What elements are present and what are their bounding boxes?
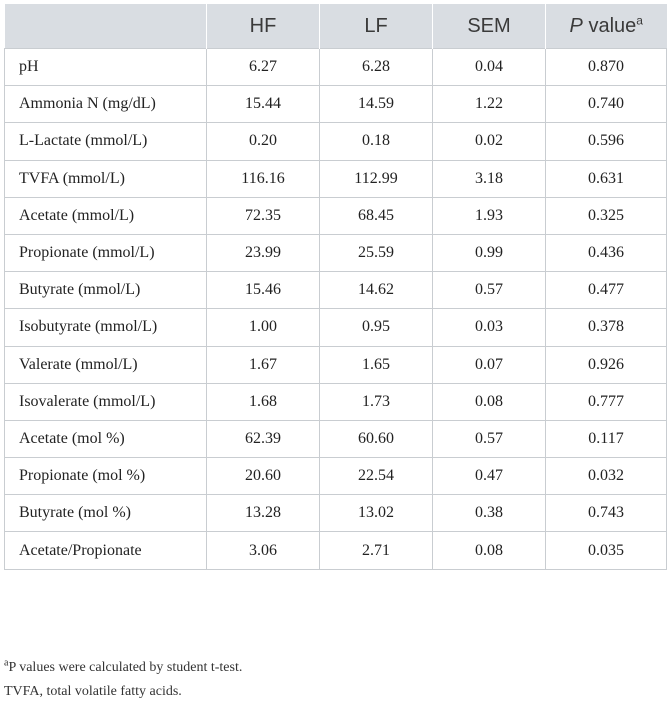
p-value-cell: 0.378 xyxy=(546,309,667,346)
table-row xyxy=(5,197,667,234)
footnote-a-marker: a xyxy=(4,657,9,669)
footnote-a-text: P values were calculated by student t-test. xyxy=(8,660,243,675)
row-label-cell: Ammonia N (mg/dL) xyxy=(5,86,207,123)
p-value-cell: 0.436 xyxy=(546,234,667,271)
p-value-cell: 0.035 xyxy=(546,532,667,569)
p-value-cell: 0.325 xyxy=(546,197,667,234)
lf-value-cell: 60.60 xyxy=(320,420,433,457)
results-table xyxy=(4,4,667,570)
lf-value-cell: 22.54 xyxy=(320,458,433,495)
table-row xyxy=(5,86,667,123)
header-hf: HF xyxy=(207,4,320,49)
header-p-footnote-marker: a xyxy=(636,12,643,27)
table-row xyxy=(5,160,667,197)
lf-value-cell: 112.99 xyxy=(320,160,433,197)
row-label-cell: Propionate (mol %) xyxy=(5,458,207,495)
table-row xyxy=(5,272,667,309)
sem-value-cell: 1.22 xyxy=(433,86,546,123)
header-p-rest: value xyxy=(582,14,637,37)
p-value-cell: 0.117 xyxy=(546,420,667,457)
sem-value-cell: 0.47 xyxy=(433,458,546,495)
hf-value-cell: 23.99 xyxy=(207,234,320,271)
p-value-cell: 0.631 xyxy=(546,160,667,197)
lf-value-cell: 14.59 xyxy=(320,86,433,123)
lf-value-cell: 2.71 xyxy=(320,532,433,569)
table-row xyxy=(5,458,667,495)
row-label-cell: Propionate (mmol/L) xyxy=(5,234,207,271)
sem-value-cell: 0.07 xyxy=(433,346,546,383)
p-value-cell: 0.477 xyxy=(546,272,667,309)
table-row xyxy=(5,309,667,346)
results-table-container xyxy=(4,4,666,570)
footnote-a xyxy=(4,656,666,680)
p-value-cell: 0.596 xyxy=(546,123,667,160)
row-label-cell: L-Lactate (mmol/L) xyxy=(5,123,207,160)
hf-value-cell: 3.06 xyxy=(207,532,320,569)
sem-value-cell: 0.03 xyxy=(433,309,546,346)
sem-value-cell: 0.57 xyxy=(433,420,546,457)
hf-value-cell: 116.16 xyxy=(207,160,320,197)
row-label-cell: Isobutyrate (mmol/L) xyxy=(5,309,207,346)
p-value-cell: 0.740 xyxy=(546,86,667,123)
footnote-tvfa: TVFA, total volatile fatty acids. xyxy=(4,684,182,699)
row-label-cell: Acetate (mol %) xyxy=(5,420,207,457)
table-row xyxy=(5,49,667,86)
sem-value-cell: 0.02 xyxy=(433,123,546,160)
lf-value-cell: 25.59 xyxy=(320,234,433,271)
lf-value-cell: 6.28 xyxy=(320,49,433,86)
sem-value-cell: 0.08 xyxy=(433,383,546,420)
table-body xyxy=(5,49,667,570)
table-row xyxy=(5,123,667,160)
p-value-cell: 0.870 xyxy=(546,49,667,86)
header-p-italic: P xyxy=(569,14,583,37)
hf-value-cell: 15.46 xyxy=(207,272,320,309)
hf-value-cell: 0.20 xyxy=(207,123,320,160)
row-label-cell: pH xyxy=(5,49,207,86)
row-label-cell: TVFA (mmol/L) xyxy=(5,160,207,197)
sem-value-cell: 1.93 xyxy=(433,197,546,234)
lf-value-cell: 0.18 xyxy=(320,123,433,160)
header-sem: SEM xyxy=(433,4,546,49)
row-label-cell: Isovalerate (mmol/L) xyxy=(5,383,207,420)
hf-value-cell: 6.27 xyxy=(207,49,320,86)
hf-value-cell: 1.00 xyxy=(207,309,320,346)
table-row xyxy=(5,346,667,383)
hf-value-cell: 1.67 xyxy=(207,346,320,383)
table-row xyxy=(5,383,667,420)
header-p-value xyxy=(546,4,667,49)
p-value-cell: 0.743 xyxy=(546,495,667,532)
sem-value-cell: 3.18 xyxy=(433,160,546,197)
lf-value-cell: 0.95 xyxy=(320,309,433,346)
lf-value-cell: 14.62 xyxy=(320,272,433,309)
hf-value-cell: 1.68 xyxy=(207,383,320,420)
lf-value-cell: 68.45 xyxy=(320,197,433,234)
p-value-cell: 0.926 xyxy=(546,346,667,383)
p-value-cell: 0.777 xyxy=(546,383,667,420)
row-label-cell: Butyrate (mmol/L) xyxy=(5,272,207,309)
sem-value-cell: 0.99 xyxy=(433,234,546,271)
sem-value-cell: 0.38 xyxy=(433,495,546,532)
header-empty-cell xyxy=(5,4,207,49)
sem-value-cell: 0.04 xyxy=(433,49,546,86)
sem-value-cell: 0.08 xyxy=(433,532,546,569)
table-row xyxy=(5,532,667,569)
hf-value-cell: 72.35 xyxy=(207,197,320,234)
hf-value-cell: 15.44 xyxy=(207,86,320,123)
table-row xyxy=(5,495,667,532)
p-value-cell: 0.032 xyxy=(546,458,667,495)
hf-value-cell: 20.60 xyxy=(207,458,320,495)
row-label-cell: Acetate/Propionate xyxy=(5,532,207,569)
hf-value-cell: 13.28 xyxy=(207,495,320,532)
table-footnotes xyxy=(4,656,666,704)
row-label-cell: Butyrate (mol %) xyxy=(5,495,207,532)
lf-value-cell: 13.02 xyxy=(320,495,433,532)
table-row xyxy=(5,234,667,271)
row-label-cell: Valerate (mmol/L) xyxy=(5,346,207,383)
header-lf: LF xyxy=(320,4,433,49)
table-row xyxy=(5,420,667,457)
sem-value-cell: 0.57 xyxy=(433,272,546,309)
lf-value-cell: 1.65 xyxy=(320,346,433,383)
table-header-row xyxy=(5,4,667,49)
lf-value-cell: 1.73 xyxy=(320,383,433,420)
hf-value-cell: 62.39 xyxy=(207,420,320,457)
row-label-cell: Acetate (mmol/L) xyxy=(5,197,207,234)
